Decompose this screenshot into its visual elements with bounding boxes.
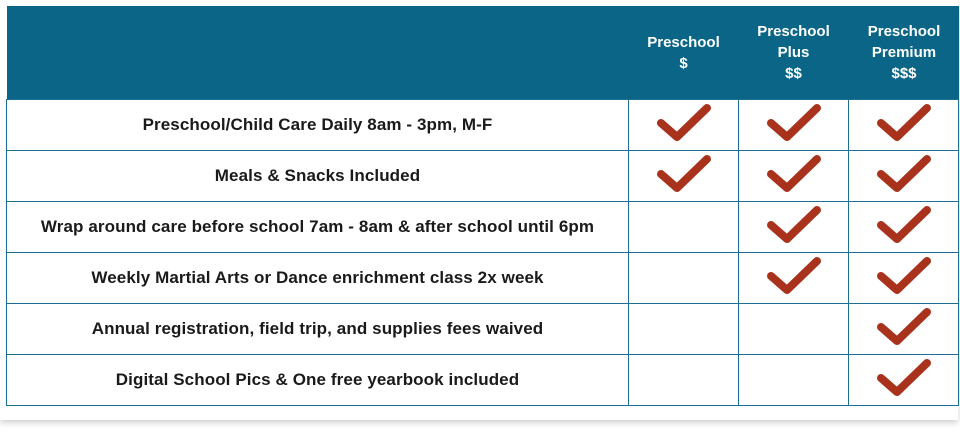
- checkmark-icon: [765, 203, 823, 247]
- checkmark-icon: [875, 152, 933, 196]
- table-row: [7, 202, 959, 253]
- tier-header-preschool-premium: [849, 6, 959, 100]
- tier-price: $$: [785, 65, 802, 82]
- feature-label: Meals & Snacks Included: [7, 151, 629, 202]
- checkmark-icon: [765, 152, 823, 196]
- table-row: [7, 355, 959, 406]
- feature-label: Preschool/Child Care Daily 8am - 3pm, M-F: [7, 100, 629, 151]
- feature-label: Digital School Pics & One free yearbook included: [7, 355, 629, 406]
- feature-label: Wrap around care before school 7am - 8am & after school until 6pm: [7, 202, 629, 253]
- tier-cell: [629, 151, 739, 202]
- table-row: [7, 253, 959, 304]
- checkmark-icon: [765, 254, 823, 298]
- tier-cell: [739, 304, 849, 355]
- table-row: [7, 151, 959, 202]
- tier-cell: [629, 100, 739, 151]
- checkmark-icon: [875, 356, 933, 400]
- checkmark-icon: [875, 305, 933, 349]
- tier-cell: [739, 355, 849, 406]
- tier-cell: [739, 253, 849, 304]
- table-row: [7, 100, 959, 151]
- tier-name: Preschool Premium: [867, 23, 941, 61]
- table-row: [7, 304, 959, 355]
- checkmark-icon: [655, 101, 713, 145]
- tier-header-preschool-plus: [739, 6, 849, 100]
- checkmark-icon: [765, 101, 823, 145]
- tier-header-preschool: [629, 6, 739, 100]
- feature-label: Weekly Martial Arts or Dance enrichment class 2x week: [7, 253, 629, 304]
- checkmark-icon: [875, 101, 933, 145]
- tier-cell: [849, 304, 959, 355]
- tier-cell: [739, 100, 849, 151]
- tier-cell: [849, 253, 959, 304]
- tier-name: Preschool Plus: [757, 23, 830, 61]
- pricing-comparison-table: [6, 6, 959, 406]
- tier-cell: [849, 151, 959, 202]
- header-row: [7, 6, 959, 100]
- tier-cell: [849, 202, 959, 253]
- tier-cell: [629, 304, 739, 355]
- checkmark-icon: [655, 152, 713, 196]
- tier-price: $: [679, 54, 688, 72]
- tier-cell: [739, 202, 849, 253]
- tier-cell: [629, 355, 739, 406]
- tier-cell: [629, 253, 739, 304]
- feature-label: Annual registration, field trip, and supplies fees waived: [7, 304, 629, 355]
- tier-price: $$$: [891, 65, 917, 82]
- tier-cell: [849, 355, 959, 406]
- feature-column-header: [7, 6, 629, 100]
- checkmark-icon: [875, 203, 933, 247]
- tier-name: Preschool: [647, 33, 720, 51]
- checkmark-icon: [875, 254, 933, 298]
- tier-cell: [629, 202, 739, 253]
- tier-cell: [739, 151, 849, 202]
- tier-cell: [849, 100, 959, 151]
